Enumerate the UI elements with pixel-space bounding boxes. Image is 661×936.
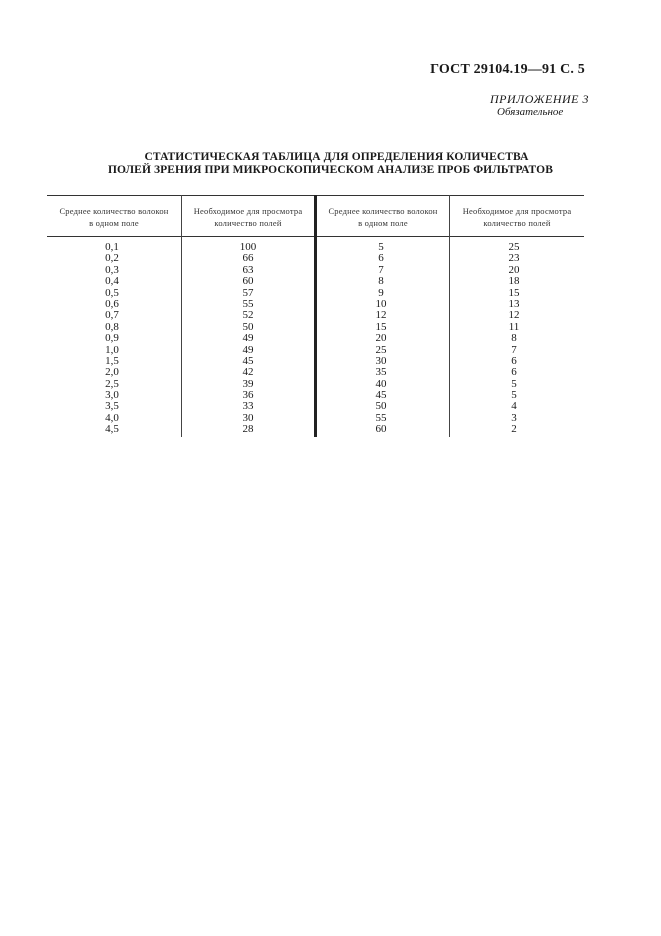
table-cell: 23: [508, 252, 520, 265]
table-title: [0, 151, 661, 177]
table-cell: 12: [375, 309, 387, 322]
appendix-note: Обязательное: [497, 106, 564, 118]
table-cell: 15: [508, 286, 520, 299]
column-divider-3: [449, 195, 450, 437]
column-fibers-right: [354, 242, 408, 436]
table-cell: 50: [242, 320, 254, 333]
table-cell: 25: [375, 343, 387, 356]
table-cell: 33: [242, 400, 254, 413]
table-cell: 0,3: [105, 263, 119, 276]
header-cell-3: [317, 205, 449, 229]
table-cell: 6: [378, 252, 384, 265]
table-cell: 63: [242, 263, 254, 276]
table-cell: 30: [242, 411, 254, 424]
table-cell: 3: [511, 411, 517, 424]
table-cell: 7: [511, 343, 517, 356]
table-cell: 30: [375, 354, 387, 367]
header-cell-3-line1: Среднее количество волокон: [328, 206, 438, 216]
table-cell: 49: [242, 343, 254, 356]
header-cell-4-line1: Необходимое для просмотра: [462, 206, 572, 216]
table-cell: 55: [242, 297, 254, 310]
table-cell: 6: [511, 366, 517, 379]
appendix-label: ПРИЛОЖЕНИЕ 3: [490, 92, 589, 106]
table-cell: 45: [375, 389, 387, 402]
table-cell: 0,2: [105, 252, 119, 265]
table-cell: 0,8: [105, 320, 119, 333]
header-cell-1: [47, 205, 181, 229]
column-divider-center: [314, 195, 317, 437]
table-cell: 60: [242, 275, 254, 288]
header-cell-4: [450, 205, 584, 229]
table-title-line1: СТАТИСТИЧЕСКАЯ ТАБЛИЦА ДЛЯ ОПРЕДЕЛЕНИЯ КОЛИЧЕСТВА: [144, 151, 529, 163]
table-cell: 39: [242, 377, 254, 390]
header-cell-1-line2: в одном поле: [89, 218, 139, 228]
column-fields-left: [223, 242, 273, 436]
table-cell: 11: [508, 320, 520, 333]
table-cell: 0,5: [105, 286, 119, 299]
header-cell-1-line1: Среднее количество волокон: [59, 206, 169, 216]
column-fields-right: [488, 242, 540, 436]
table-cell: 1,5: [105, 354, 119, 367]
table-cell: 45: [242, 354, 254, 367]
table-cell: 15: [375, 320, 387, 333]
table-cell: 4,0: [105, 411, 119, 424]
document-code: ГОСТ 29104.19—91 С. 5: [430, 62, 585, 77]
column-divider-1: [181, 195, 182, 437]
table-cell: 100: [239, 241, 257, 253]
table-cell: 52: [242, 309, 254, 322]
table-cell: 20: [508, 263, 520, 276]
table-cell: 49: [242, 332, 254, 345]
table-cell: 2,0: [105, 366, 119, 379]
header-cell-2: [182, 205, 314, 229]
table-cell: 0,4: [105, 275, 119, 288]
table-cell: 20: [375, 332, 387, 345]
table-cell: 28: [242, 423, 254, 436]
table-cell: 42: [242, 366, 254, 379]
table-cell: 60: [375, 423, 387, 436]
table-cell: 0,9: [105, 332, 119, 345]
header-cell-4-line2: количество полей: [483, 218, 551, 228]
table-cell: 0,7: [105, 309, 119, 322]
column-fibers-left: [87, 242, 137, 436]
table-cell: 5: [378, 241, 384, 253]
table-cell: 8: [511, 332, 517, 345]
table-cell: 5: [511, 377, 517, 390]
table-cell: 8: [378, 275, 384, 288]
table-cell: 4,5: [105, 423, 119, 436]
statistics-table: [47, 195, 584, 437]
table-title-line2: ПОЛЕЙ ЗРЕНИЯ ПРИ МИКРОСКОПИЧЕСКОМ АНАЛИЗЕ ПРОБ ФИЛЬТРАТОВ: [107, 164, 553, 176]
header-cell-3-line2: в одном поле: [358, 218, 408, 228]
table-cell: 4: [511, 400, 517, 413]
table-cell: 25: [508, 241, 520, 253]
table-cell: 13: [508, 297, 520, 310]
table-cell: 36: [242, 389, 254, 402]
table-cell: 40: [375, 377, 387, 390]
table-cell: 0,1: [105, 241, 119, 253]
table-cell: 50: [375, 400, 387, 413]
table-cell: 18: [508, 275, 520, 288]
table-cell: 7: [378, 263, 384, 276]
table-cell: 1,0: [105, 343, 119, 356]
table-cell: 0,6: [105, 297, 119, 310]
table-cell: 12: [508, 309, 520, 322]
table-cell: 57: [242, 286, 254, 299]
table-cell: 9: [378, 286, 384, 299]
table-cell: 3,5: [105, 400, 119, 413]
table-cell: 2: [511, 423, 517, 436]
table-cell: 3,0: [105, 389, 119, 402]
table-cell: 5: [511, 389, 517, 402]
table-cell: 55: [375, 411, 387, 424]
header-cell-2-line2: количество полей: [214, 218, 282, 228]
table-cell: 66: [242, 252, 254, 265]
table-cell: 10: [375, 297, 387, 310]
header-cell-2-line1: Необходимое для просмотра: [193, 206, 303, 216]
table-cell: 6: [511, 354, 517, 367]
table-cell: 35: [375, 366, 387, 379]
table-cell: 2,5: [105, 377, 119, 390]
